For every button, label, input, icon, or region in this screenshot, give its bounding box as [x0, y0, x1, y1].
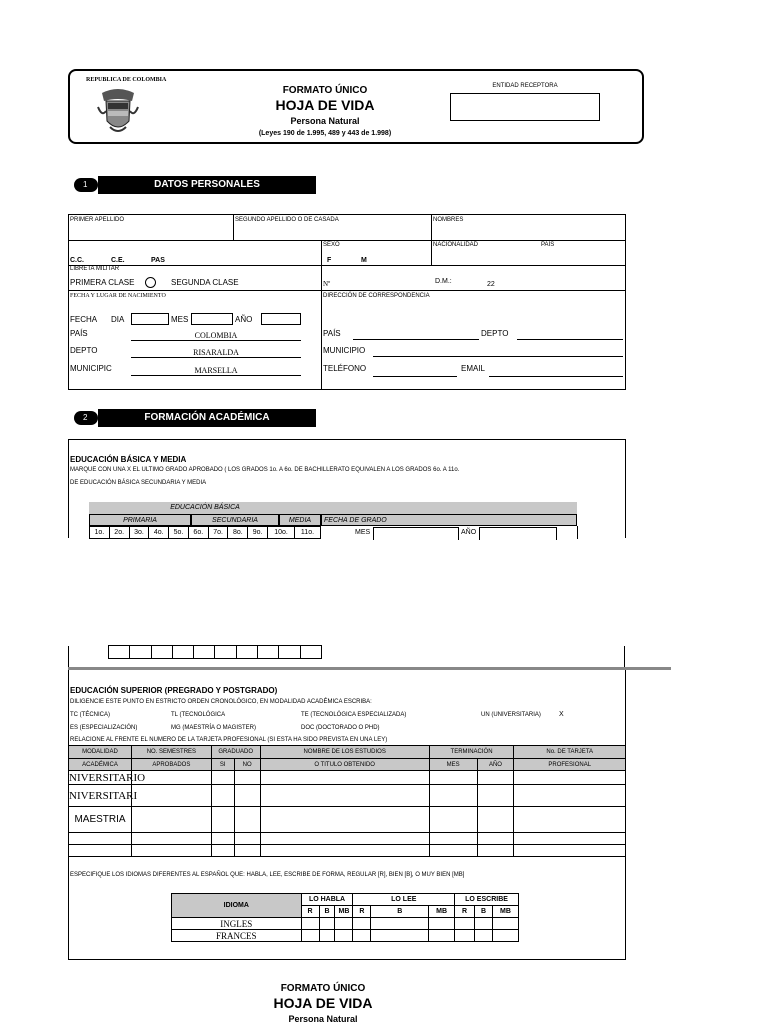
table-cell[interactable] — [234, 771, 260, 785]
table-cell[interactable] — [211, 845, 234, 857]
table-cell[interactable] — [234, 785, 260, 807]
col-mb: MB — [335, 906, 353, 918]
table-cell[interactable] — [260, 845, 429, 857]
table-cell[interactable] — [234, 845, 260, 857]
es-label: ES (ESPECIALIZACIÓN) — [70, 725, 138, 731]
numero-label: Nº — [323, 280, 331, 288]
grade-8[interactable]: 8o. — [228, 527, 248, 539]
table-cell[interactable] — [234, 833, 260, 845]
table-cell[interactable] — [514, 771, 626, 785]
table-cell[interactable] — [514, 833, 626, 845]
table-cell[interactable] — [455, 930, 475, 942]
col-b: B — [319, 906, 335, 918]
segundo-apellido-label: SEGUNDO APELLIDO O DE CASADA — [235, 217, 339, 223]
table-cell[interactable] — [371, 918, 429, 930]
tc-label: TC (TÉCNICA) — [70, 712, 110, 718]
ce-label[interactable]: C.E. — [111, 257, 125, 264]
grade-5[interactable]: 5o. — [169, 527, 189, 539]
table-cell[interactable] — [260, 833, 429, 845]
un-mark[interactable]: X — [559, 711, 564, 718]
table-cell[interactable] — [353, 930, 371, 942]
section-number-2: 2 — [74, 411, 98, 425]
anio-label: AÑO — [235, 315, 253, 324]
dia-label: DIA — [111, 315, 125, 324]
datos-personales-title: DATOS PERSONALES — [98, 176, 316, 194]
grade-boxes-fragment — [108, 645, 322, 659]
table-cell[interactable] — [353, 918, 371, 930]
idiomas-table — [171, 893, 519, 942]
depto-value[interactable]: RISARALDA — [131, 348, 301, 358]
modalidad-cell[interactable] — [69, 833, 132, 845]
table-cell[interactable] — [477, 807, 514, 833]
col-anio: AÑO — [477, 759, 514, 771]
modalidad-cell[interactable]: NIVERSITARI — [69, 785, 132, 807]
educacion-basica-title: EDUCACIÓN BÁSICA Y MEDIA — [70, 455, 187, 464]
persona-natural-label: Persona Natural — [290, 116, 360, 126]
footer-formato-label: FORMATO ÚNICO — [280, 983, 366, 994]
table-cell[interactable] — [514, 785, 626, 807]
depto-label: DEPTO — [70, 346, 98, 355]
formato-unico-label: FORMATO ÚNICO — [282, 85, 368, 96]
doc-label: DOC (DOCTORADO O PHD) — [301, 725, 380, 731]
col-no: NO — [234, 759, 260, 771]
table-cell[interactable] — [514, 807, 626, 833]
table-cell[interactable] — [429, 918, 455, 930]
educacion-basica-box — [68, 439, 626, 538]
grades-table — [89, 526, 321, 539]
col-lo-escribe: LO ESCRIBE — [455, 894, 519, 906]
table-cell[interactable] — [260, 807, 429, 833]
table-cell[interactable] — [260, 771, 429, 785]
table-cell[interactable] — [492, 930, 518, 942]
footer-hoja-de-vida-title: HOJA DE VIDA — [273, 995, 373, 1011]
educacion-basica-header: EDUCACIÓN BÁSICA — [89, 502, 321, 514]
col-b: B — [475, 906, 493, 918]
table-cell[interactable] — [335, 918, 353, 930]
table-cell[interactable] — [301, 918, 319, 930]
municipio-label: MUNICIPIC — [70, 364, 112, 373]
table-cell[interactable] — [475, 930, 493, 942]
table-cell[interactable] — [319, 930, 335, 942]
idiomas-instr: ESPECIFIQUE LOS IDIOMAS DIFERENTES AL ESPAÑOL QUE: HABLA, LEE, ESCRIBE DE FORMA, REGULAR [R], BIEN [B], O MUY BIEN [MB] — [70, 872, 465, 878]
grade-2[interactable]: 2o. — [109, 527, 129, 539]
direccion-label: DIRECCIÓN DE CORRESPONDENCIA — [323, 293, 430, 299]
table-cell[interactable] — [132, 833, 212, 845]
grade-7[interactable]: 7o. — [208, 527, 228, 539]
table-cell[interactable] — [477, 833, 514, 845]
telefono-label: TELÉFONO — [323, 364, 367, 373]
media-header: MEDIA — [279, 514, 321, 526]
secundaria-header: SECUNDARIA — [191, 514, 279, 526]
modalidad-cell[interactable]: NIVERSITARIO — [69, 771, 146, 784]
col-terminacion: TERMINACIÓN — [429, 746, 514, 759]
footer-persona-natural-label: Persona Natural — [288, 1014, 358, 1024]
mes-label: MES — [171, 315, 189, 324]
col-r: R — [455, 906, 475, 918]
table-cell[interactable] — [429, 845, 477, 857]
superior-instr: DILIGENCIE ESTE PUNTO EN ESTRICTO ORDEN CRONOLÓGICO, EN MODALIDAD ACADÉMICA ESCRIBA: — [70, 699, 372, 705]
segunda-clase-label: SEGUNDA CLASE — [171, 278, 239, 287]
grade-3[interactable]: 3o. — [129, 527, 149, 539]
entidad-receptora-field[interactable] — [450, 93, 600, 121]
superior-title: EDUCACIÓN SUPERIOR (PREGRADO Y POSTGRADO) — [70, 686, 278, 695]
table-cell[interactable] — [429, 785, 477, 807]
col-semestres: NO. SEMESTRES — [132, 746, 212, 759]
col-modalidad-2: ACADÉMICA — [69, 759, 132, 771]
sexo-label: SEXO — [323, 242, 340, 248]
entidad-receptora-label: ENTIDAD RECEPTORA — [492, 83, 558, 89]
table-cell[interactable] — [211, 771, 234, 785]
table-cell[interactable] — [429, 771, 477, 785]
pas-label[interactable]: PAS — [151, 257, 165, 264]
superior-table — [68, 745, 626, 857]
col-lo-habla: LO HABLA — [301, 894, 353, 906]
col-r: R — [353, 906, 371, 918]
coat-of-arms-logo — [96, 87, 140, 137]
table-cell[interactable] — [132, 807, 212, 833]
col-modalidad: MODALIDAD — [69, 746, 132, 759]
grade-6[interactable]: 6o. — [188, 527, 208, 539]
email-label: EMAIL — [461, 364, 486, 373]
pais-correspondencia-field[interactable] — [353, 339, 479, 340]
table-cell[interactable] — [477, 771, 514, 785]
radio-primera-clase[interactable] — [145, 277, 156, 288]
table-cell[interactable] — [429, 807, 477, 833]
educacion-basica-instr-2: DE EDUCACIÓN BÁSICA SECUNDARIA Y MEDIA — [70, 480, 207, 486]
table-cell[interactable] — [319, 918, 335, 930]
educacion-basica-instr-1: MARQUE CON UNA X EL ULTIMO GRADO APROBADO ( LOS GRADOS 1o. A 6o. DE BACHILLERATO EQUIVALEN A LOS GRADOS 6o. A 11o. — [70, 467, 460, 473]
section-number-1: 1 — [74, 178, 98, 192]
email-field[interactable] — [489, 376, 623, 377]
municipio-value[interactable]: MARSELLA — [131, 366, 301, 376]
table-cell[interactable] — [492, 918, 518, 930]
modalidad-cell[interactable] — [69, 845, 132, 857]
pais-nacionalidad-label: PAÍS — [541, 242, 555, 248]
fecha-grado-mes-field[interactable] — [373, 527, 459, 540]
te-label: TE (TECNOLÓGICA ESPECIALIZADA) — [301, 712, 407, 718]
grade-11[interactable]: 11o. — [294, 527, 320, 539]
modalidad-cell[interactable]: MAESTRIA — [69, 807, 132, 833]
table-cell[interactable] — [211, 833, 234, 845]
col-b: B — [371, 906, 429, 918]
primaria-header: PRIMARIA — [89, 514, 191, 526]
table-cell[interactable] — [477, 845, 514, 857]
relacione-label: RELACIONE AL FRENTE EL NUMERO DE LA TARJETA PROFESIONAL (SI ESTA HA SIDO PREVISTA EN UNA LEY) — [70, 737, 388, 743]
table-cell[interactable] — [132, 785, 212, 807]
grade-9[interactable]: 9o. — [248, 527, 268, 539]
nombres-label: NOMBRES — [433, 217, 464, 223]
libreta-militar-label: LIBRETA MILITAR — [70, 266, 120, 272]
dm-label: D.M.: — [435, 278, 452, 285]
pais-value[interactable]: COLOMBIA — [131, 331, 301, 341]
sexo-m[interactable]: M — [361, 257, 367, 264]
fecha-grado-header: FECHA DE GRADO — [321, 514, 577, 526]
table-cell[interactable] — [260, 785, 429, 807]
table-cell[interactable] — [132, 845, 212, 857]
col-nombre: NOMBRE DE LOS ESTUDIOS — [260, 746, 429, 759]
municipio-correspondencia-label: MUNICIPIO — [323, 346, 366, 355]
fecha-label: FECHA — [70, 315, 98, 324]
header-box — [68, 69, 644, 144]
country-label: REPUBLICA DE COLOMBIA — [86, 77, 167, 83]
col-tarjeta-2: PROFESIONAL — [514, 759, 626, 771]
grade-1[interactable]: 1o. — [90, 527, 110, 539]
municipio-correspondencia-field[interactable] — [373, 356, 623, 357]
grade-10[interactable]: 10o. — [268, 527, 295, 539]
table-cell[interactable] — [301, 930, 319, 942]
telefono-field[interactable] — [373, 376, 457, 377]
table-cell[interactable] — [429, 833, 477, 845]
fecha-grado-anio-field[interactable] — [479, 527, 557, 540]
table-cell[interactable] — [475, 918, 493, 930]
col-mb: MB — [429, 906, 455, 918]
col-semestres-2: APROBADOS — [132, 759, 212, 771]
table-cell[interactable] — [455, 918, 475, 930]
pais-correspondencia-label: PAÍS — [323, 329, 341, 338]
un-label: UN (UNIVERSITARIA) — [481, 712, 541, 718]
nacionalidad-label: NACIONALIDAD — [433, 242, 479, 248]
table-cell[interactable] — [335, 930, 353, 942]
idioma-frances[interactable]: FRANCES — [172, 930, 302, 942]
primer-apellido-label: PRIMER APELLIDO — [70, 217, 125, 223]
fecha-grado-mes-label: MES — [355, 529, 371, 536]
primera-clase-label: PRIMERA CLASE — [70, 278, 135, 287]
col-mes: MES — [429, 759, 477, 771]
laws-label: (Leyes 190 de 1.995, 489 y 443 de 1.998) — [258, 130, 392, 137]
anio-field[interactable] — [261, 313, 301, 325]
grade-4[interactable]: 4o. — [149, 527, 169, 539]
dia-field[interactable] — [131, 313, 169, 325]
fecha-lugar-label: FECHA Y LUGAR DE NACIMIENTO — [70, 293, 166, 299]
datos-personales-form — [68, 214, 626, 390]
depto-correspondencia-field[interactable] — [517, 339, 623, 340]
depto-correspondencia-label: DEPTO — [481, 329, 509, 338]
hoja-de-vida-title: HOJA DE VIDA — [275, 97, 375, 113]
table-cell[interactable] — [477, 785, 514, 807]
table-cell[interactable] — [211, 807, 234, 833]
col-nombre-2: O TITULO OBTENIDO — [260, 759, 429, 771]
col-si: SI — [211, 759, 234, 771]
dm-value: 22 — [487, 281, 495, 288]
cc-label[interactable]: C.C. — [70, 257, 84, 264]
col-idioma: IDIOMA — [172, 894, 302, 918]
tl-label: TL (TECNOLÓGICA — [171, 712, 226, 718]
fecha-grado-anio-label: AÑO — [461, 529, 477, 536]
mes-field[interactable] — [191, 313, 233, 325]
table-cell[interactable] — [429, 930, 455, 942]
formacion-academica-title: FORMACIÓN ACADÉMICA — [98, 409, 316, 427]
table-cell[interactable] — [211, 785, 234, 807]
col-r: R — [301, 906, 319, 918]
table-cell[interactable] — [371, 930, 429, 942]
educacion-superior-box — [68, 670, 626, 960]
pais-label: PAÍS — [70, 329, 88, 338]
table-cell[interactable] — [514, 845, 626, 857]
col-mb: MB — [492, 906, 518, 918]
col-tarjeta: No. DE TARJETA — [514, 746, 626, 759]
idioma-ingles[interactable]: INGLES — [172, 918, 302, 930]
col-graduado: GRADUADO — [211, 746, 260, 759]
table-cell[interactable] — [234, 807, 260, 833]
sexo-f[interactable]: F — [327, 257, 332, 264]
mg-label: MG (MAESTRÍA O MAGISTER) — [171, 725, 257, 731]
col-lo-lee: LO LEE — [353, 894, 455, 906]
